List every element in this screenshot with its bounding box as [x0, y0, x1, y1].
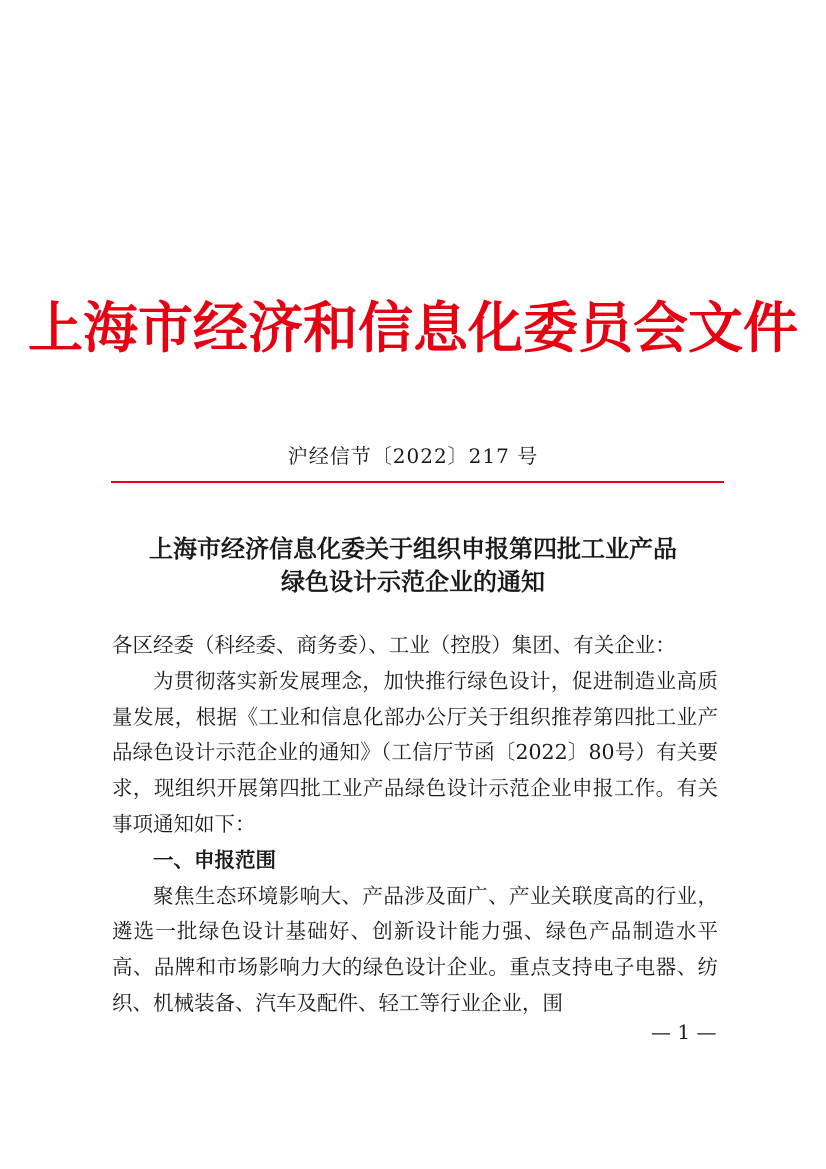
notice-title [100, 532, 726, 598]
section-heading: 一、申报范围 [153, 847, 276, 872]
red-divider-line [111, 481, 724, 483]
page-number: — 1 — [651, 1020, 717, 1044]
notice-title-line-1: 上海市经济信息化委关于组织申报第四批工业产品 [149, 534, 677, 563]
document-body [112, 628, 718, 1022]
document-number: 沪经信节〔2022〕217 号 [287, 444, 539, 468]
notice-title-line-2: 绿色设计示范企业的通知 [281, 567, 545, 596]
addressee: 各区经委（科经委、商务委）、工业（控股）集团、有关企业： [112, 633, 676, 657]
paragraph-scope: 聚焦生态环境影响大、产品涉及面广、产业关联度高的行业，遴选一批绿色设计基础好、创新设计能力强、绿色产品制造水平高、品牌和市场影响力大的绿色设计企业。重点支持电子电器、纺织、机械装备、汽车及配件、轻工等行业企业，围 [112, 883, 718, 1015]
masthead-title: 上海市经济和信息化委员会文件 [27, 295, 798, 360]
paragraph-intro: 为贯彻落实新发展理念，加快推行绿色设计，促进制造业高质量发展，根据《工业和信息化部办公厅关于组织推荐第四批工业产品绿色设计示范企业的通知》（工信厅节函〔2022〕80号）有关要求，现组织开展第四批工业产品绿色设计示范企业申报工作。有关事项通知如下： [112, 668, 718, 836]
